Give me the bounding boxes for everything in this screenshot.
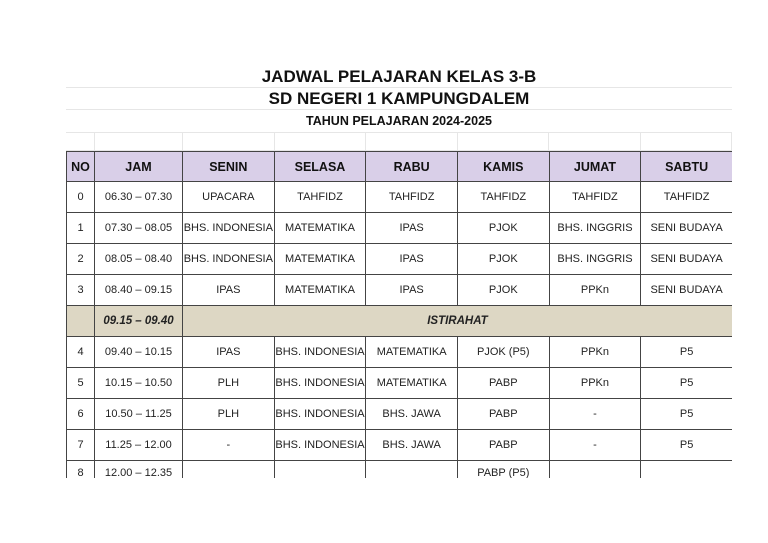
table-cell [274, 461, 366, 479]
table-cell: MATEMATIKA [366, 337, 458, 368]
column-header: KAMIS [457, 152, 549, 182]
table-row [67, 213, 733, 244]
table-cell: TAHFIDZ [457, 182, 549, 213]
column-header: RABU [366, 152, 458, 182]
table-cell: 11.25 – 12.00 [95, 430, 183, 461]
table-row [67, 244, 733, 275]
table-cell: 10.50 – 11.25 [95, 399, 183, 430]
table-cell: BHS. JAWA [366, 399, 458, 430]
table-cell: MATEMATIKA [274, 275, 366, 306]
table-cell: 0 [67, 182, 95, 213]
table-cell: SENI BUDAYA [641, 244, 732, 275]
table-cell [549, 461, 641, 479]
table-cell: 2 [67, 244, 95, 275]
table-cell: P5 [641, 430, 732, 461]
break-label: ISTIRAHAT [183, 306, 733, 337]
academic-year: TAHUN PELAJARAN 2024-2025 [66, 110, 732, 133]
table-cell: 09.40 – 10.15 [95, 337, 183, 368]
column-header: SELASA [274, 152, 366, 182]
table-row [67, 430, 733, 461]
table-row-partial [67, 461, 733, 479]
table-cell: TAHFIDZ [274, 182, 366, 213]
table-cell: MATEMATIKA [274, 244, 366, 275]
table-cell: 1 [67, 213, 95, 244]
schedule-table [66, 151, 732, 478]
table-cell: PLH [183, 399, 275, 430]
table-cell: TAHFIDZ [641, 182, 732, 213]
table-cell: BHS. INDONESIA [274, 399, 366, 430]
blank-row [66, 133, 732, 151]
table-cell: BHS. INGGRIS [549, 213, 641, 244]
table-cell: BHS. JAWA [366, 430, 458, 461]
table-cell: 06.30 – 07.30 [95, 182, 183, 213]
table-cell: 7 [67, 430, 95, 461]
table-cell: P5 [641, 368, 732, 399]
table-row [67, 275, 733, 306]
table-cell: BHS. INDONESIA [274, 430, 366, 461]
table-cell: PABP (P5) [457, 461, 549, 479]
table-cell: 10.15 – 10.50 [95, 368, 183, 399]
table-cell: PJOK [457, 213, 549, 244]
table-cell: MATEMATIKA [274, 213, 366, 244]
table-cell: BHS. INDONESIA [274, 337, 366, 368]
table-cell: BHS. INDONESIA [183, 244, 275, 275]
table-row [67, 399, 733, 430]
table-cell: IPAS [183, 275, 275, 306]
table-cell: MATEMATIKA [366, 368, 458, 399]
table-cell: UPACARA [183, 182, 275, 213]
table-cell: PABP [457, 430, 549, 461]
table-cell: BHS. INDONESIA [274, 368, 366, 399]
table-cell: 12.00 – 12.35 [95, 461, 183, 479]
table-cell: 4 [67, 337, 95, 368]
table-row [67, 337, 733, 368]
table-cell: 07.30 – 08.05 [95, 213, 183, 244]
table-cell: PJOK (P5) [457, 337, 549, 368]
school-name: SD NEGERI 1 KAMPUNGDALEM [66, 88, 732, 110]
table-cell: PPKn [549, 368, 641, 399]
table-cell: BHS. INGGRIS [549, 244, 641, 275]
schedule-title: JADWAL PELAJARAN KELAS 3-B [66, 66, 732, 88]
table-cell [183, 461, 275, 479]
table-cell: IPAS [366, 244, 458, 275]
table-cell: PPKn [549, 275, 641, 306]
table-cell: BHS. INDONESIA [183, 213, 275, 244]
table-cell: IPAS [366, 275, 458, 306]
table-cell: PLH [183, 368, 275, 399]
table-row [67, 182, 733, 213]
table-cell: 08.05 – 08.40 [95, 244, 183, 275]
table-cell: IPAS [366, 213, 458, 244]
table-cell: TAHFIDZ [366, 182, 458, 213]
column-header: SABTU [641, 152, 732, 182]
table-cell: 08.40 – 09.15 [95, 275, 183, 306]
table-cell: 5 [67, 368, 95, 399]
table-cell [641, 461, 732, 479]
table-cell: - [183, 430, 275, 461]
table-cell: PABP [457, 368, 549, 399]
table-cell: PPKn [549, 337, 641, 368]
table-cell: SENI BUDAYA [641, 275, 732, 306]
table-cell: 6 [67, 399, 95, 430]
table-cell: 8 [67, 461, 95, 479]
table-cell: P5 [641, 399, 732, 430]
table-cell: P5 [641, 337, 732, 368]
table-cell: PJOK [457, 244, 549, 275]
schedule-sheet [66, 66, 732, 478]
table-cell: PJOK [457, 275, 549, 306]
table-cell: IPAS [183, 337, 275, 368]
column-header: JUMAT [549, 152, 641, 182]
table-cell [366, 461, 458, 479]
table-header-row [67, 152, 733, 182]
table-cell: SENI BUDAYA [641, 213, 732, 244]
column-header: NO [67, 152, 95, 182]
break-time: 09.15 – 09.40 [95, 306, 183, 337]
table-cell: - [549, 430, 641, 461]
table-cell: - [549, 399, 641, 430]
table-cell: TAHFIDZ [549, 182, 641, 213]
table-cell: 3 [67, 275, 95, 306]
table-cell: PABP [457, 399, 549, 430]
column-header: JAM [95, 152, 183, 182]
column-header: SENIN [183, 152, 275, 182]
break-no-cell [67, 306, 95, 337]
table-row [67, 368, 733, 399]
break-row [67, 306, 733, 337]
